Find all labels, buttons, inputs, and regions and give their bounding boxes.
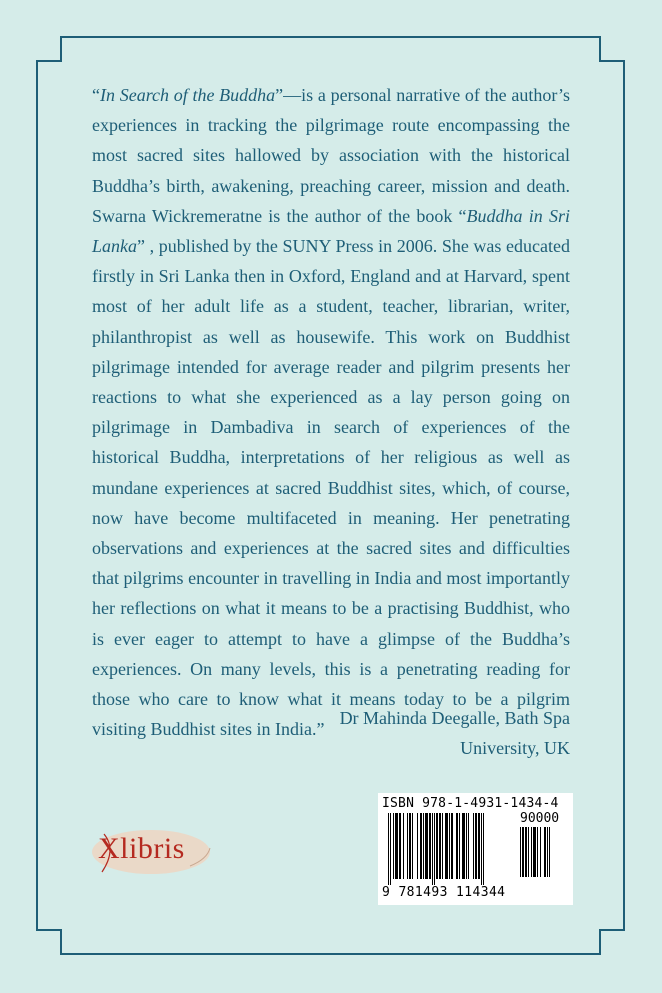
barcode-bar	[528, 827, 529, 877]
back-cover-blurb	[92, 80, 570, 744]
barcode-bar	[439, 813, 441, 879]
frame-corner-notch	[599, 929, 625, 955]
publisher-logo-text: Xlibris	[98, 832, 185, 865]
barcode-bar	[436, 813, 438, 879]
publisher-logo	[92, 826, 214, 876]
barcode-bar	[449, 813, 450, 879]
barcode-bar	[468, 813, 469, 879]
barcode-bar	[407, 813, 408, 879]
isbn-label: ISBN 978-1-4931-1434-4	[382, 796, 559, 811]
frame-corner-notch	[599, 36, 625, 62]
barcode-bar	[520, 827, 521, 877]
barcode-bar	[429, 813, 431, 879]
barcode-bar	[475, 813, 477, 879]
barcode-bar	[417, 813, 418, 879]
barcode-bar	[537, 827, 538, 877]
barcode-bar	[451, 813, 453, 879]
frame-corner-notch	[36, 929, 62, 955]
barcode-bar	[547, 827, 548, 877]
barcode-bar	[481, 813, 482, 885]
barcode-bar	[544, 827, 546, 877]
barcode-bar	[531, 827, 532, 877]
isbn-barcode	[378, 793, 573, 905]
barcode-bar	[434, 813, 435, 885]
attribution-line2: University, UK	[460, 738, 570, 758]
barcode-main-bars	[388, 813, 516, 885]
blurb-text-part1: ”—is a personal narrative of the author’s experiences in tracking the pilgrimage route encompassing the most sacred sites hallowed by association with the historical Buddha’s birth, awakening, preaching career, mission and death. Swarna Wickremeratne is the author of the book “	[92, 85, 570, 226]
barcode-bar	[522, 827, 524, 877]
barcode-bar	[403, 813, 404, 879]
barcode-bar	[540, 827, 541, 877]
barcode-bar	[442, 813, 443, 879]
barcode-bar	[549, 827, 550, 877]
barcode-bar	[473, 813, 474, 879]
barcode-bar	[388, 813, 389, 885]
review-attribution	[330, 703, 570, 763]
attribution-line1: Dr Mahinda Deegalle, Bath Spa	[339, 708, 570, 728]
barcode-bar	[390, 813, 391, 885]
barcode-bar	[459, 813, 460, 879]
barcode-bar	[483, 813, 484, 885]
barcode-addon-number: 90000	[520, 811, 560, 826]
barcode-bar	[456, 813, 458, 879]
barcode-addon-bars	[520, 827, 568, 883]
blurb-open-quote: “	[92, 85, 100, 105]
barcode-bar	[432, 813, 433, 885]
barcode-bar	[399, 813, 401, 879]
barcode-bar	[393, 813, 394, 879]
barcode-bar	[525, 827, 527, 877]
blurb-book-title: In Search of the Buddha	[100, 85, 276, 105]
barcode-bar	[462, 813, 465, 879]
blurb-text-part2: ” , published by the SUNY Press in 2006. She was educated firstly in Sri Lanka then in Oxford, England and at Harvard, spent most of her adult life as a student, teacher, librarian, writer, philanthropist as well as housewife. This work on Buddhist pilgrimage intended for average reader and pilgrim presents her reactions to what she experienced as a lay person going on pilgrimage in Dambadiva in search of experiences of the historical Buddha, interpretations of her religious as well as mundane experiences at sacred Buddhist sites, which, of course, now have become multifaceted in meaning. Her penetrating observations and experiences at the sacred sites and difficulties that pilgrims encounter in travelling in India and most importantly her reflections on what it means to be a practising Buddhist, who is ever eager to attempt to have a glimpse of the Buddha’s experiences. On many levels, this is a penetrating reading for those who care to know what it means today to be a pilgrim visiting Buddhist sites in India.”	[92, 236, 570, 740]
barcode-bar	[466, 813, 467, 879]
barcode-bar	[423, 813, 424, 879]
barcode-digits: 9 781493 114344	[382, 885, 506, 900]
barcode-bar	[425, 813, 428, 879]
barcode-bar	[533, 827, 536, 877]
barcode-bar	[445, 813, 448, 879]
blurb-cited-book-title: Buddha in Sri Lanka	[92, 205, 570, 257]
barcode-bar	[478, 813, 480, 879]
barcode-bar	[420, 813, 422, 879]
barcode-bar	[409, 813, 411, 879]
barcode-bar	[412, 813, 413, 879]
barcode-bar	[395, 813, 398, 879]
frame-corner-notch	[36, 36, 62, 62]
